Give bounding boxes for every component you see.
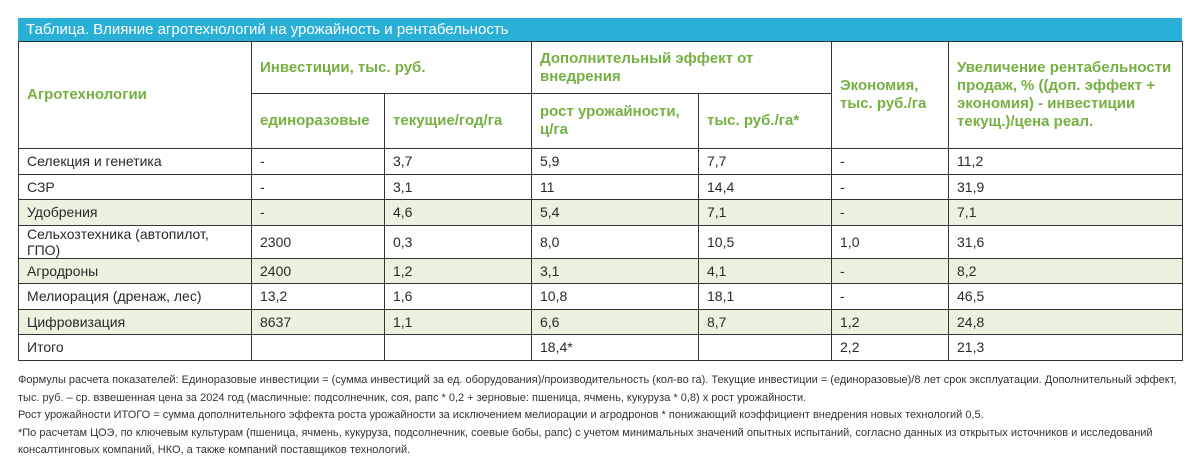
cell-profit: 21,3 [949, 335, 1183, 361]
header-profitability: Увеличение рентабельности продаж, % ((доп. эффект + экономия) - инвестиции текущ.)/цена реал. [949, 42, 1183, 149]
cell-rub: 18,1 [699, 284, 832, 310]
header-rub-per-ha: тыс. руб./га* [699, 94, 832, 149]
table-row [19, 149, 1183, 175]
cell-current: 1,2 [385, 258, 532, 284]
cell-profit: 24,8 [949, 309, 1183, 335]
cell-rub: 7,7 [699, 149, 832, 175]
cell-profit: 46,5 [949, 284, 1183, 310]
cell-profit: 8,2 [949, 258, 1183, 284]
cell-name: Сельхозтехника (автопилот, ГПО) [19, 225, 252, 258]
header-effect: Дополнительный эффект от внедрения [532, 42, 832, 94]
table-row [19, 284, 1183, 310]
footnote-source: *По расчетам ЦОЭ, по ключевым культурам (пшеница, ячмень, кукуруза, подсолнечник, соевые бобы, рапс) с учетом минимальных значений опытных испытаний, согласно данных из открытых источников и исследований консалтинговых компаний, НКО, а также компаний поставщиков технологий. [18, 426, 1153, 456]
cell-profit: 31,9 [949, 174, 1183, 200]
cell-name: Цифровизация [19, 309, 252, 335]
cell-current: 4,6 [385, 200, 532, 226]
table-row [19, 225, 1183, 258]
cell-name: СЗР [19, 174, 252, 200]
header-investments: Инвестиции, тыс. руб. [252, 42, 532, 94]
table-row [19, 200, 1183, 226]
table-container [18, 18, 1182, 361]
cell-name: Мелиорация (дренаж, лес) [19, 284, 252, 310]
cell-rub: 4,1 [699, 258, 832, 284]
cell-name: Удобрения [19, 200, 252, 226]
cell-rub: 7,1 [699, 200, 832, 226]
cell-rub: 8,7 [699, 309, 832, 335]
cell-economy: - [832, 258, 949, 284]
cell-rub: 10,5 [699, 225, 832, 258]
cell-yield: 11 [532, 174, 699, 200]
header-agro: Агротехнологии [19, 42, 252, 149]
header-yield-growth: рост урожайности, ц/га [532, 94, 699, 149]
table-row [19, 174, 1183, 200]
cell-yield: 18,4* [532, 335, 699, 361]
cell-profit: 11,2 [949, 149, 1183, 175]
cell-yield: 6,6 [532, 309, 699, 335]
footnotes [18, 372, 1182, 460]
footnote-formulas: Формулы расчета показателей: Единоразовые инвестиции = (сумма инвестиций за ед. оборудования)/производительность (кол-во га). Текущие инвестиции = (единоразовые)/8 лет срок эксплуатации. Дополнительный эффект, тыс. руб. – ср. взвешенная цена за 2024 год (масличные: подсолнечник, соя, рапс * 0,2 + зерновые: пшеница, ячмень, кукуруза * 0,8) х рост урожайности. [18, 374, 1177, 404]
cell-current: 1,6 [385, 284, 532, 310]
cell-name: Агродроны [19, 258, 252, 284]
cell-one-time [252, 335, 385, 361]
cell-yield: 5,4 [532, 200, 699, 226]
cell-current: 1,1 [385, 309, 532, 335]
cell-one-time: - [252, 200, 385, 226]
footnote-yield-total: Рост урожайности ИТОГО = сумма дополнительного эффекта роста урожайности за исключением мелиорации и агродронов * понижающий коэффициент внедрения новых технологий 0,5. [18, 409, 984, 421]
cell-yield: 5,9 [532, 149, 699, 175]
cell-economy: - [832, 149, 949, 175]
cell-name: Селекция и генетика [19, 149, 252, 175]
cell-yield: 10,8 [532, 284, 699, 310]
table-row [19, 258, 1183, 284]
cell-economy: 2,2 [832, 335, 949, 361]
header-current: текущие/год/га [385, 94, 532, 149]
cell-yield: 3,1 [532, 258, 699, 284]
agro-table [18, 41, 1183, 361]
cell-economy: - [832, 174, 949, 200]
cell-profit: 7,1 [949, 200, 1183, 226]
header-economy: Экономия, тыс. руб./га [832, 42, 949, 149]
cell-rub [699, 335, 832, 361]
cell-current: 0,3 [385, 225, 532, 258]
cell-economy: 1,2 [832, 309, 949, 335]
cell-economy: - [832, 284, 949, 310]
table-row-total [19, 335, 1183, 361]
cell-current: 3,1 [385, 174, 532, 200]
cell-current [385, 335, 532, 361]
cell-one-time: 2400 [252, 258, 385, 284]
cell-economy: - [832, 200, 949, 226]
cell-economy: 1,0 [832, 225, 949, 258]
cell-name: Итого [19, 335, 252, 361]
cell-one-time: 13,2 [252, 284, 385, 310]
table-title: Таблица. Влияние агротехнологий на урожайность и рентабельность [18, 18, 1182, 41]
cell-current: 3,7 [385, 149, 532, 175]
cell-one-time: - [252, 149, 385, 175]
cell-one-time: - [252, 174, 385, 200]
table-row [19, 309, 1183, 335]
cell-one-time: 8637 [252, 309, 385, 335]
cell-profit: 31,6 [949, 225, 1183, 258]
cell-yield: 8,0 [532, 225, 699, 258]
cell-rub: 14,4 [699, 174, 832, 200]
header-one-time: единоразовые [252, 94, 385, 149]
cell-one-time: 2300 [252, 225, 385, 258]
